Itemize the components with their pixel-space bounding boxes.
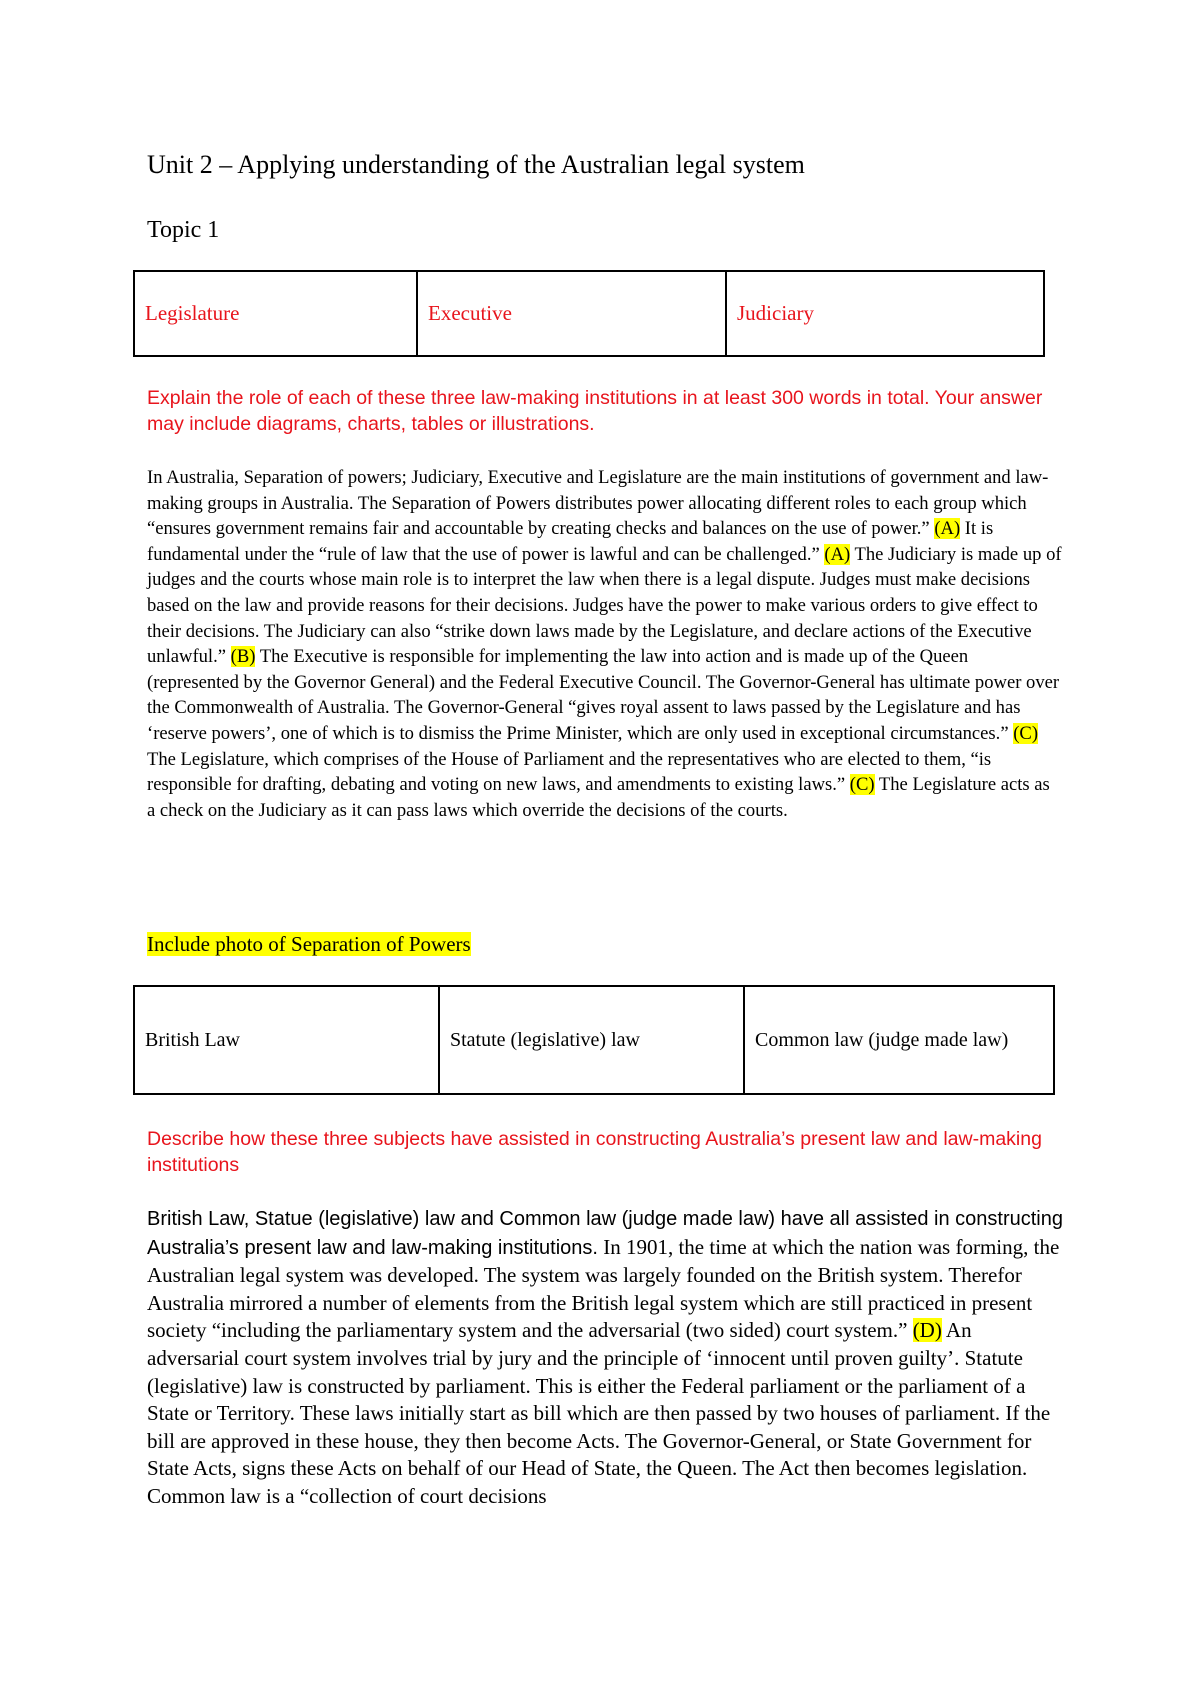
reference-marker: (C) bbox=[849, 774, 875, 796]
answer-text: The Executive is responsible for implementing the law into action and is made up of the Queen (represented by the Governor General) and the Federal Executive Council. The Governor-General has ultimate power over the Commonwealth of Australia. The Governor-General “gives royal assent to laws passed by the Legislature and has ‘reserve powers’, one of which is to dismiss the Prime Minister, which are only used in exceptional circumstances.” bbox=[147, 646, 1060, 744]
answer-text: The Legislature, which comprises of the House of Parliament and the representatives who are elected to them, “is responsible for drafting, debating and voting on new laws, and amendments to existing laws.” bbox=[147, 748, 992, 796]
cell-common-law: Common law (judge made law) bbox=[744, 986, 1054, 1094]
cell-judiciary: Judiciary bbox=[726, 271, 1044, 356]
answer-text: In 1901, the time at which the nation was forming, the Australian legal system was developed. The system was largely founded on the British system. Therefor Australia mirrored a number of elements from the British legal system which are still practiced in present society “including the parliamentary system and the adversarial (two sided) court system.” bbox=[147, 1234, 1060, 1343]
answer-text: It is fundamental under the “rule of law that the use of power is lawful and can be challenged.” bbox=[147, 518, 994, 565]
table-row bbox=[134, 986, 1054, 1094]
institutions-table bbox=[133, 270, 1045, 357]
cell-executive: Executive bbox=[417, 271, 726, 356]
answer-text: British Law, Statue (legislative) law and Common law (judge made law) have all assisted in constructing Australia’s present law and law-making institutions. bbox=[147, 1208, 1063, 1259]
reference-marker: (B) bbox=[230, 646, 256, 668]
reference-marker: (A) bbox=[934, 518, 961, 540]
reference-marker: (A) bbox=[824, 543, 851, 565]
law-sources-table bbox=[133, 985, 1055, 1095]
answer-text: The Judiciary is made up of judges and the courts whose main role is to interpret the law when there is a legal dispute. Judges must make decisions based on the law and provide reasons for their decisions. Judges have the power to make various orders to give effect to their decisions. The Judiciary can also “strike down laws made by the Legislature, and declare actions of the Executive unlawful.” bbox=[147, 543, 1062, 668]
reference-marker: (C) bbox=[1013, 722, 1039, 744]
document-title: Unit 2 – Applying understanding of the Australian legal system bbox=[147, 150, 805, 179]
highlighted-note: Include photo of Separation of Powers bbox=[147, 932, 471, 956]
cell-british-law: British Law bbox=[134, 986, 439, 1094]
answer-text: In Australia, Separation of powers; Judiciary, Executive and Legislature are the main institutions of government and law-making groups in Australia. The Separation of Powers distributes power allocating different roles to each group which “ensures government remains fair and accountable by creating checks and balances on the use of power.” bbox=[147, 467, 1049, 540]
cell-legislature: Legislature bbox=[134, 271, 417, 356]
cell-statute-law: Statute (legislative) law bbox=[439, 986, 744, 1094]
answer-text: The Legislature acts as a check on the Judiciary as it can pass laws which override the decisions of the courts. bbox=[147, 774, 1050, 821]
question-prompt-1: Explain the role of each of these three law-making institutions in at least 300 words in total. Your answer may include diagrams, charts, tables or illustrations. bbox=[147, 387, 1043, 435]
answer-paragraph-1 bbox=[147, 465, 1062, 823]
reference-marker: (D) bbox=[912, 1318, 942, 1343]
answer-text: An adversarial court system involves trial by jury and the principle of ‘innocent until proven guilty’. Statute (legislative) law is constructed by parliament. This is either the Federal parliament or the parliament of a State or Territory. These laws initially start as bill which are then passed by two houses of parliament. If the bill are approved in these house, they then become Acts. The Governor-General, or State Government for State Acts, signs these Acts on behalf of our Head of State, the Queen. The Act then becomes legislation. Common law is a “collection of court decisions bbox=[147, 1318, 1051, 1508]
answer-paragraph-2 bbox=[147, 1205, 1067, 1511]
table-row bbox=[134, 271, 1044, 356]
question-prompt-2: Describe how these three subjects have assisted in constructing Australia’s present law and law-making institutions bbox=[147, 1128, 1042, 1176]
topic-heading: Topic 1 bbox=[147, 217, 220, 243]
photo-note bbox=[147, 931, 471, 958]
